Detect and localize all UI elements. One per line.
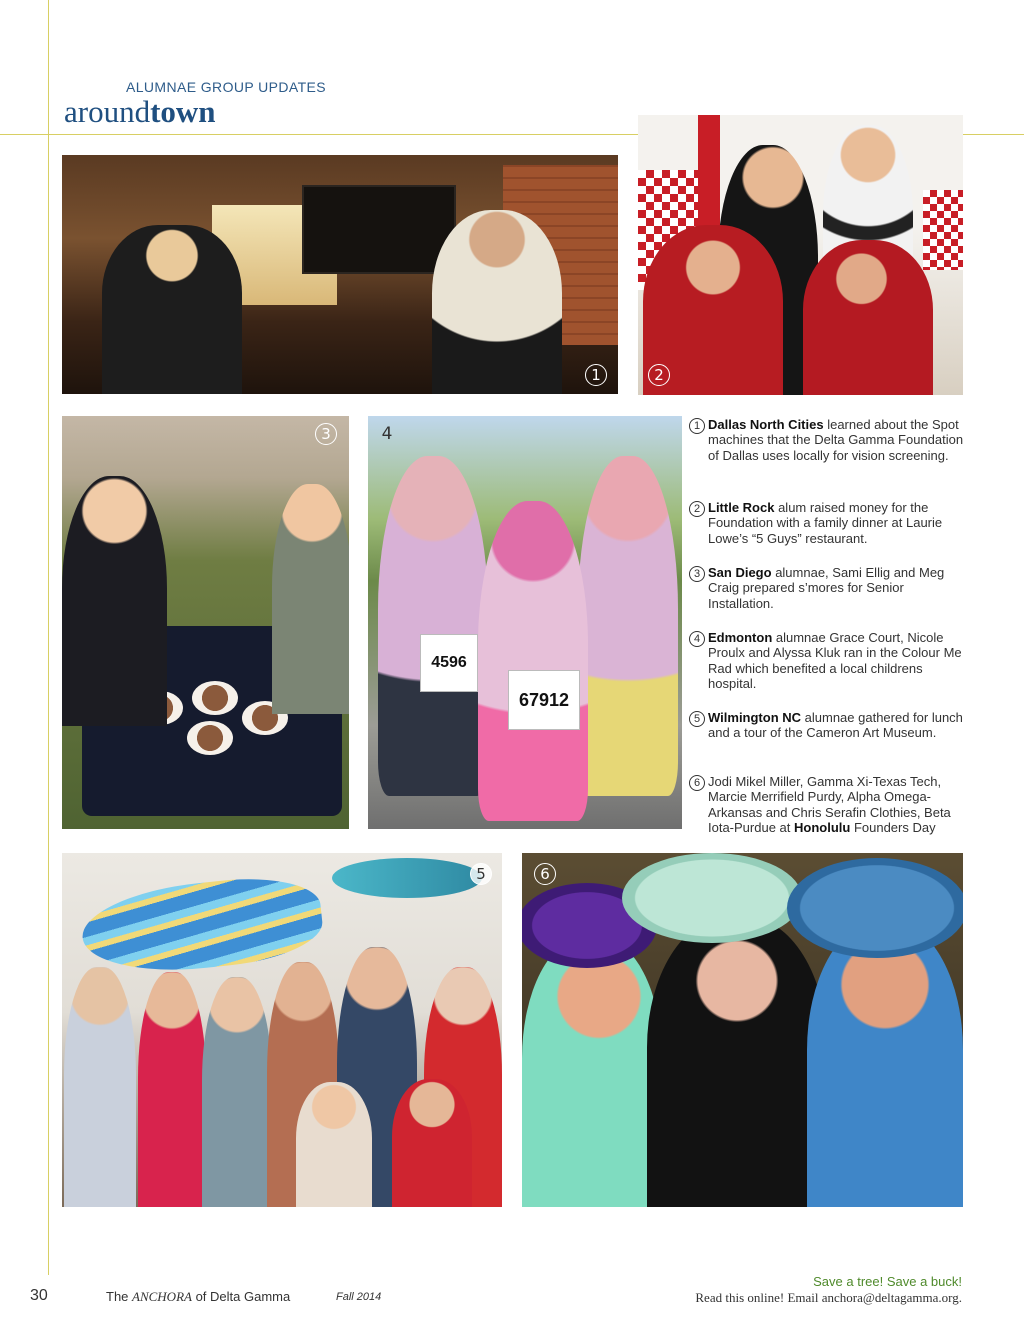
photo-6 bbox=[522, 853, 963, 1207]
caption-text: alumnae gathered for lunch and a tour of the Cameron Art Museum. bbox=[708, 710, 963, 741]
header-rule-left bbox=[0, 134, 638, 135]
caption-number-icon: 1 bbox=[689, 418, 705, 434]
photo-3-plate bbox=[187, 721, 233, 755]
captions bbox=[689, 417, 969, 836]
page-number: 30 bbox=[30, 1287, 48, 1304]
title-light: around bbox=[64, 94, 151, 129]
caption-place: Edmonton bbox=[708, 630, 773, 645]
caption-number-icon: 5 bbox=[689, 711, 705, 727]
caption-place: Wilmington NC bbox=[708, 710, 802, 725]
caption-text: alum raised money for the Foundation with a family dinner at Laurie Lowe’s “5 Guys” restaurant. bbox=[708, 500, 943, 546]
caption-3 bbox=[689, 565, 969, 630]
caption-5 bbox=[689, 710, 969, 774]
caption-place: San Diego bbox=[708, 565, 772, 580]
photo-2-number: 2 bbox=[648, 364, 670, 386]
photo-1-number: 1 bbox=[585, 364, 607, 386]
caption-place: Little Rock bbox=[708, 500, 775, 515]
issue-date: Fall 2014 bbox=[336, 1291, 382, 1303]
caption-number-icon: 2 bbox=[689, 501, 705, 517]
photo-4-runner bbox=[378, 456, 488, 796]
photo-3-number: 3 bbox=[315, 423, 337, 445]
photo-5-person bbox=[202, 977, 272, 1207]
photo-5-person bbox=[138, 972, 206, 1207]
header-rule-right bbox=[963, 134, 1024, 135]
photo-5-number: 5 bbox=[470, 863, 492, 885]
photo-6-blue-hat bbox=[787, 858, 963, 958]
caption-number-icon: 3 bbox=[689, 566, 705, 582]
photo-5-fish-sculpture bbox=[332, 858, 482, 898]
read-online-note: Read this online! Email anchora@deltagamma.org. bbox=[695, 1290, 962, 1305]
photo-2-person bbox=[803, 240, 933, 395]
photo-4 bbox=[368, 416, 682, 829]
photo-4-runner bbox=[578, 456, 678, 796]
caption-text: Founders Day bbox=[850, 820, 936, 836]
photo-6-person bbox=[522, 937, 662, 1207]
photo-1 bbox=[62, 155, 618, 394]
photo-4-race-bib: 4596 bbox=[420, 634, 478, 692]
photo-5 bbox=[62, 853, 502, 1207]
caption-text: learned about the Spot machines that the Delta Gamma Foundation of Dallas uses locally for vision screening. bbox=[708, 417, 964, 463]
caption-2 bbox=[689, 500, 969, 565]
photo-3-woman-left bbox=[62, 476, 167, 726]
title-bold: town bbox=[150, 94, 216, 129]
caption-6 bbox=[689, 774, 969, 836]
photo-6-mint-hat bbox=[622, 853, 802, 943]
photo-4-number: 4 bbox=[381, 424, 393, 444]
magazine-prefix: The bbox=[106, 1289, 133, 1304]
caption-1 bbox=[689, 417, 969, 500]
photo-5-person bbox=[64, 967, 136, 1207]
magazine-title: ANCHORA bbox=[132, 1289, 192, 1304]
photo-5-person bbox=[296, 1082, 372, 1207]
section-label: ALUMNAE GROUP UPDATES bbox=[126, 79, 327, 95]
caption-place: Dallas North Cities bbox=[708, 417, 824, 432]
caption-number-icon: 6 bbox=[689, 775, 705, 791]
photo-6-number: 6 bbox=[534, 863, 556, 885]
photo-6-person bbox=[647, 917, 827, 1207]
photo-3 bbox=[62, 416, 349, 829]
photo-1-seated-woman bbox=[432, 210, 562, 394]
magazine-name bbox=[106, 1289, 290, 1305]
photo-1-tv bbox=[302, 185, 456, 274]
save-tree-tagline: Save a tree! Save a buck! bbox=[813, 1274, 962, 1289]
photo-5-person bbox=[392, 1079, 472, 1207]
caption-text: alumnae, Sami Ellig and Meg Craig prepared s’mores for Senior Installation. bbox=[708, 565, 945, 611]
photo-5-fish-sculpture bbox=[78, 871, 326, 981]
photo-3-plate bbox=[192, 681, 238, 715]
photo-1-woman-with-camera bbox=[102, 225, 242, 394]
margin-rule-vertical bbox=[48, 0, 49, 1275]
photo-6-person bbox=[807, 922, 963, 1207]
caption-text: Jodi Mikel Miller, Gamma Xi-Texas Tech, Marcie Merrifield Purdy, Alpha Omega-Arkansas and Chris Serafin Clothies, Beta Iota-Purdue at bbox=[708, 774, 951, 836]
caption-text: alumnae Grace Court, Nicole Proulx and Alyssa Kluk ran in the Colour Me Rad which benefited a local childrens hospital. bbox=[708, 630, 962, 692]
magazine-suffix: of Delta Gamma bbox=[191, 1289, 291, 1304]
caption-number-icon: 4 bbox=[689, 631, 705, 647]
photo-2-checkered-wall-right bbox=[923, 190, 963, 270]
caption-place: Honolulu bbox=[794, 820, 851, 836]
photo-2 bbox=[638, 115, 963, 395]
photo-4-race-bib: 67912 bbox=[508, 670, 580, 730]
page-title bbox=[64, 94, 216, 130]
photo-3-woman-right bbox=[272, 484, 349, 714]
caption-4 bbox=[689, 630, 969, 710]
photo-4-runner bbox=[478, 501, 588, 821]
